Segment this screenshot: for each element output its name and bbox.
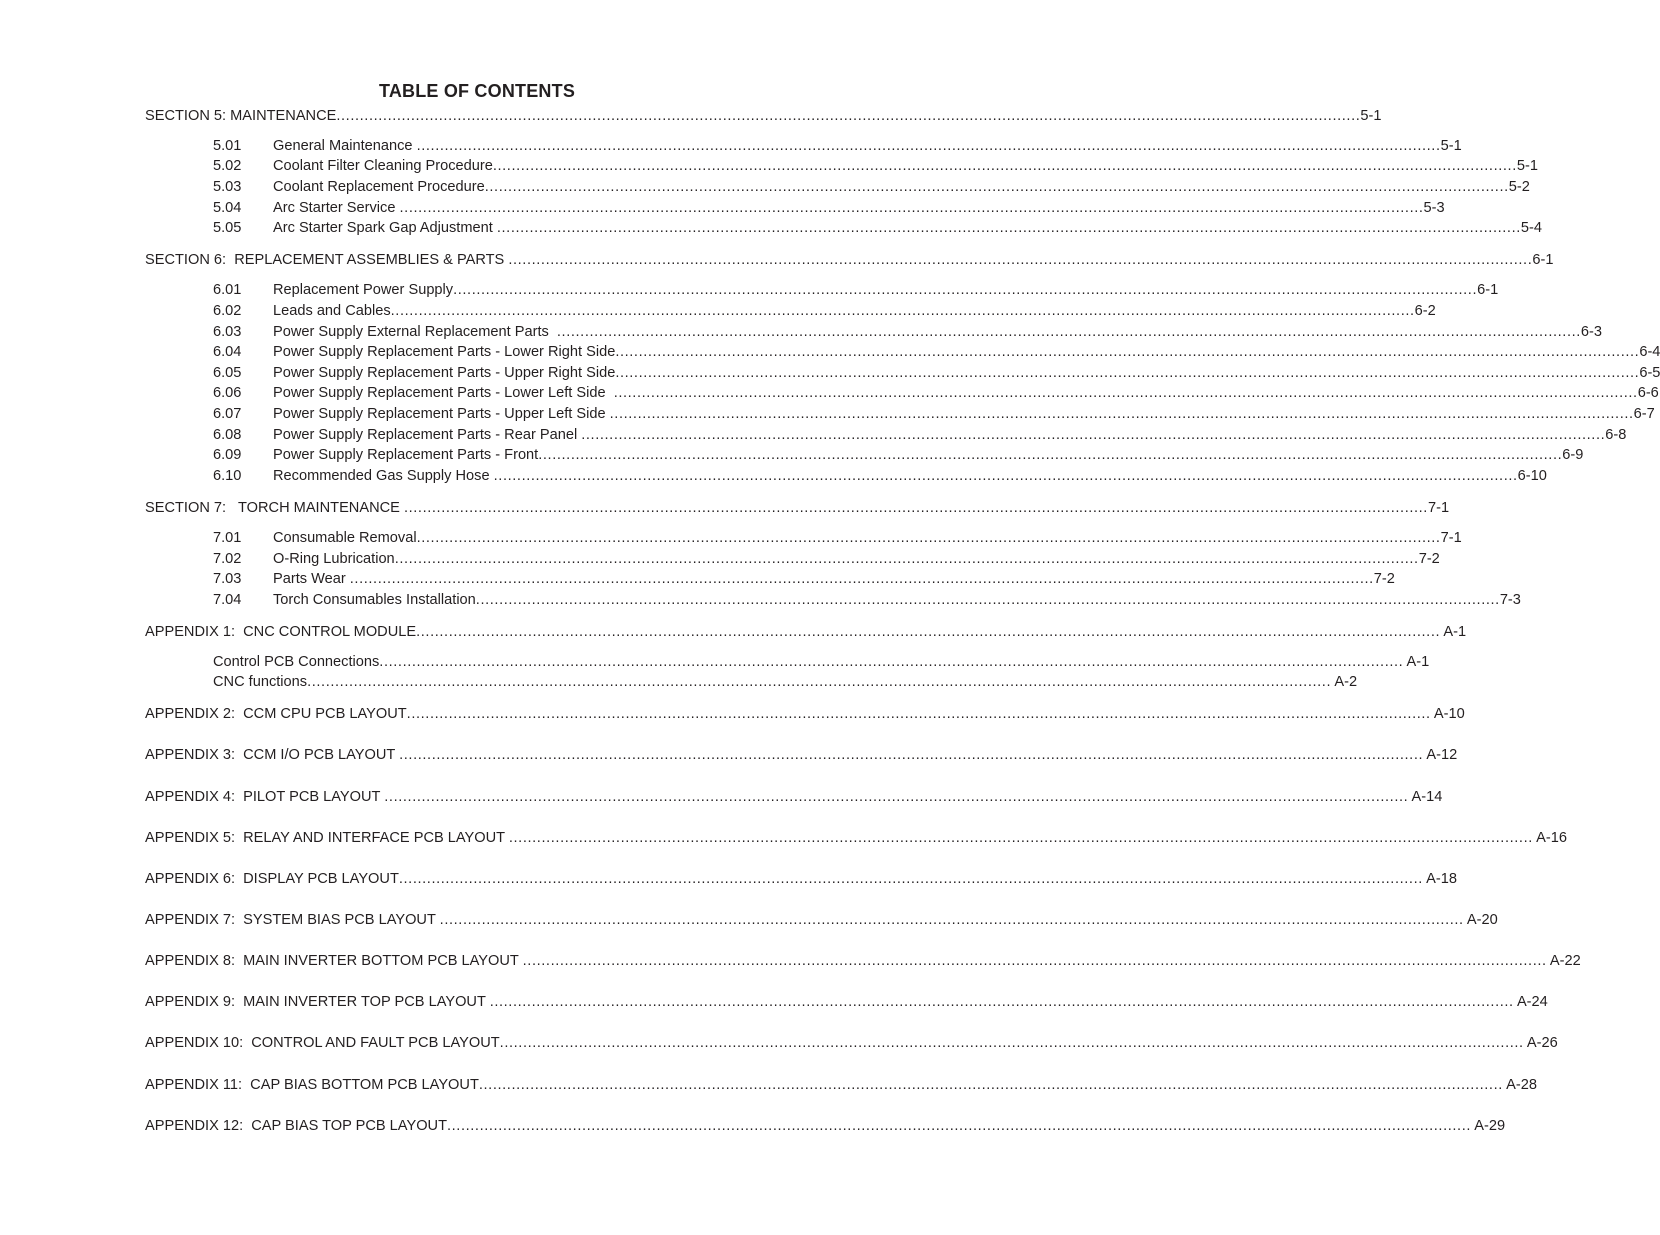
toc-entry-label: APPENDIX 8: MAIN INVERTER BOTTOM PCB LAYOUT	[145, 953, 523, 969]
toc-entry-label: APPENDIX 12: CAP BIAS TOP PCB LAYOUT	[145, 1118, 447, 1134]
toc-page-number: 7-1	[1427, 500, 1450, 516]
toc-leader-dots: ............................................................................................................................................................................................................................	[307, 674, 1332, 690]
toc-leader-dots: ............................................................................................................................................................................................................................	[508, 830, 1533, 846]
toc-page-number: A-20	[1463, 912, 1498, 928]
toc-entry-number: 6.01	[213, 282, 242, 298]
toc-entry-number: 6.07	[213, 406, 242, 422]
toc-leader-dots: ............................................................................................................................................................................................................................	[403, 500, 1428, 516]
toc-leader-dots: ............................................................................................................................................................................................................................	[336, 108, 1361, 124]
toc-leader-dots: ............................................................................................................................................................................................................................	[475, 592, 1500, 608]
toc-page-number: 5-2	[1508, 179, 1530, 195]
toc-leader-dots: ............................................................................................................................................................................................................................	[581, 427, 1606, 443]
toc-leader-dots: ............................................................................................................................................................................................................................	[416, 530, 1441, 546]
toc-page-number: A-2	[1331, 674, 1358, 690]
toc-section-entry[interactable]	[145, 105, 1382, 125]
toc-page-number: 5-1	[1360, 108, 1382, 124]
toc-leader-dots: ............................................................................................................................................................................................................................	[406, 706, 1431, 722]
toc-entry-number: 6.02	[213, 303, 242, 319]
toc-subentry[interactable]	[213, 527, 1462, 547]
toc-entry-label: Power Supply Replacement Parts - Front	[273, 447, 539, 463]
toc-page-number: 7-2	[1418, 551, 1440, 567]
toc-section-entry[interactable]	[145, 950, 1581, 970]
toc-entry-label: General Maintenance	[273, 138, 417, 154]
toc-leader-dots: ............................................................................................................................................................................................................................	[499, 1035, 1524, 1051]
toc-entry-number: 5.03	[213, 179, 242, 195]
page-title: TABLE OF CONTENTS	[378, 81, 576, 101]
toc-leader-dots: ............................................................................................................................................................................................................................	[384, 789, 1409, 805]
toc-leader-dots: ............................................................................................................................................................................................................................	[398, 871, 1423, 887]
toc-subentry[interactable]	[213, 217, 1542, 237]
toc-page-number: 6-1	[1477, 282, 1499, 298]
toc-leader-dots: ............................................................................................................................................................................................................................	[493, 468, 1518, 484]
toc-leader-dots: ............................................................................................................................................................................................................................	[615, 344, 1640, 360]
toc-entry-number: 6.05	[213, 365, 242, 381]
toc-entry-label: Power Supply Replacement Parts - Rear Panel	[273, 427, 582, 443]
toc-entry-label: SECTION 6: REPLACEMENT ASSEMBLIES & PARTS	[145, 252, 509, 268]
toc-entry-label: Power Supply Replacement Parts - Lower Left Side	[273, 385, 614, 401]
toc-section-entry[interactable]	[145, 1074, 1537, 1094]
toc-page-number: A-29	[1471, 1118, 1506, 1134]
toc-entry-label: Coolant Replacement Procedure	[273, 179, 485, 195]
toc-subentry[interactable]	[213, 465, 1547, 485]
toc-subentry[interactable]	[213, 279, 1499, 299]
toc-page-number: 5-4	[1520, 220, 1542, 236]
toc-entry-number: 6.10	[213, 468, 242, 484]
toc-subentry[interactable]	[213, 548, 1440, 568]
toc-entry-label: CNC functions	[213, 674, 308, 690]
toc-section-entry[interactable]	[145, 497, 1450, 517]
toc-entry-label: APPENDIX 11: CAP BIAS BOTTOM PCB LAYOUT	[145, 1077, 479, 1093]
toc-page-number: A-10	[1430, 706, 1465, 722]
toc-leader-dots: ............................................................................................................................................................................................................................	[489, 994, 1514, 1010]
toc-page-number: A-1	[1403, 654, 1430, 670]
toc-entry-label: SECTION 5: MAINTENANCE	[145, 108, 337, 124]
toc-subentry[interactable]	[213, 321, 1603, 341]
toc-page-number: A-26	[1523, 1035, 1558, 1051]
toc-entry-label: Recommended Gas Supply Hose	[273, 468, 494, 484]
toc-subentry[interactable]	[213, 176, 1530, 196]
toc-subentry[interactable]	[213, 589, 1521, 609]
toc-subentry[interactable]	[213, 568, 1395, 588]
toc-page-number: 5-1	[1440, 138, 1462, 154]
toc-section-entry[interactable]	[145, 868, 1457, 888]
toc-page-number: 6-1	[1532, 252, 1554, 268]
toc-page-number: A-22	[1546, 953, 1581, 969]
toc-leader-dots: ............................................................................................................................................................................................................................	[349, 571, 1374, 587]
toc-entry-label: Leads and Cables	[273, 303, 391, 319]
toc-subentry[interactable]	[213, 424, 1627, 444]
toc-page-number: A-24	[1513, 994, 1548, 1010]
toc-section-entry[interactable]	[145, 249, 1554, 269]
toc-entry-label: APPENDIX 9: MAIN INVERTER TOP PCB LAYOUT	[145, 994, 490, 1010]
toc-leader-dots: ............................................................................................................................................................................................................................	[538, 447, 1563, 463]
toc-page-number: 5-1	[1516, 158, 1538, 174]
toc-entry-label: Power Supply Replacement Parts - Upper Right Side	[273, 365, 616, 381]
toc-page-number: 7-3	[1499, 592, 1521, 608]
toc-leader-dots: ............................................................................................................................................................................................................................	[613, 385, 1638, 401]
toc-leader-dots: ............................................................................................................................................................................................................................	[508, 252, 1533, 268]
toc-leader-dots: ............................................................................................................................................................................................................................	[399, 200, 1424, 216]
toc-leader-dots: ............................................................................................................................................................................................................................	[379, 654, 1404, 670]
toc-entry-label: Parts Wear	[273, 571, 350, 587]
toc-entry-number: 7.01	[213, 530, 242, 546]
toc-entry-label: APPENDIX 2: CCM CPU PCB LAYOUT	[145, 706, 407, 722]
toc-section-entry[interactable]	[145, 991, 1548, 1011]
toc-section-entry[interactable]	[145, 909, 1498, 929]
toc-leader-dots: ............................................................................................................................................................................................................................	[447, 1118, 1472, 1134]
toc-leader-dots: ............................................................................................................................................................................................................................	[556, 324, 1581, 340]
toc-subentry[interactable]	[213, 155, 1538, 175]
toc-leader-dots: ............................................................................................................................................................................................................................	[492, 158, 1517, 174]
toc-leader-dots: ............................................................................................................................................................................................................................	[416, 138, 1441, 154]
toc-leader-dots: ............................................................................................................................................................................................................................	[609, 406, 1634, 422]
toc-entry-label: Torch Consumables Installation	[273, 592, 476, 608]
toc-entry-label: Control PCB Connections	[213, 654, 380, 670]
toc-entry-number: 6.06	[213, 385, 242, 401]
toc-entry-number: 5.05	[213, 220, 242, 236]
toc-page-number: 5-3	[1423, 200, 1445, 216]
toc-section-entry[interactable]	[145, 744, 1458, 764]
toc-subentry[interactable]	[213, 403, 1655, 423]
toc-entry-number: 7.02	[213, 551, 242, 567]
toc-page-number: 7-2	[1373, 571, 1395, 587]
toc-entry-number: 5.02	[213, 158, 242, 174]
toc-section-entry[interactable]	[145, 786, 1443, 806]
toc-subentry[interactable]	[213, 135, 1462, 155]
toc-entry-label: Power Supply Replacement Parts - Lower Right Side	[273, 344, 616, 360]
toc-page-number: 6-9	[1562, 447, 1584, 463]
toc-entry-label: Power Supply Replacement Parts - Upper Left Side	[273, 406, 610, 422]
toc-section-entry[interactable]	[145, 1115, 1506, 1135]
toc-subentry[interactable]	[213, 382, 1659, 402]
toc-page-number: A-1	[1440, 624, 1467, 640]
toc-page-number: 6-3	[1580, 324, 1603, 340]
toc-section-entry[interactable]	[145, 1032, 1558, 1052]
toc-entry-label: APPENDIX 3: CCM I/O PCB LAYOUT	[145, 747, 400, 763]
toc-leader-dots: ............................................................................................................................................................................................................................	[394, 551, 1419, 567]
toc-page-number: 7-1	[1440, 530, 1462, 546]
toc-page-number: A-12	[1423, 747, 1458, 763]
toc-leader-dots: ............................................................................................................................................................................................................................	[478, 1077, 1503, 1093]
toc-leader-dots: ............................................................................................................................................................................................................................	[484, 179, 1509, 195]
toc-entry-label: APPENDIX 7: SYSTEM BIAS PCB LAYOUT	[145, 912, 440, 928]
toc-leader-dots: ............................................................................................................................................................................................................................	[390, 303, 1415, 319]
toc-entry-label: Arc Starter Service	[273, 200, 400, 216]
toc-entry-label: Power Supply External Replacement Parts	[273, 324, 557, 340]
toc-leader-dots: ............................................................................................................................................................................................................................	[439, 912, 1464, 928]
toc-entry-number: 6.04	[213, 344, 242, 360]
toc-entry-number: 7.03	[213, 571, 242, 587]
toc-entry-label: Replacement Power Supply	[273, 282, 454, 298]
toc-page-number: 6-10	[1517, 468, 1547, 484]
toc-page-number: 6-6	[1637, 385, 1659, 401]
toc-leader-dots: ............................................................................................................................................................................................................................	[416, 624, 1441, 640]
toc-entry-number: 5.04	[213, 200, 242, 216]
toc-section-entry[interactable]	[145, 827, 1567, 847]
toc-entry-label: O-Ring Lubrication	[273, 551, 395, 567]
toc-entry-number: 5.01	[213, 138, 242, 154]
toc-leader-dots: ............................................................................................................................................................................................................................	[522, 953, 1547, 969]
toc-subentry[interactable]	[213, 300, 1436, 320]
toc-subentry[interactable]	[213, 362, 1660, 382]
toc-section-entry[interactable]	[145, 621, 1467, 641]
toc-entry-label: SECTION 7: TORCH MAINTENANCE	[145, 500, 404, 516]
toc-entry-number: 6.09	[213, 447, 242, 463]
toc-section-entry[interactable]	[145, 703, 1465, 723]
toc-page-number: A-28	[1502, 1077, 1537, 1093]
toc-page-number: 6-4	[1639, 344, 1660, 360]
toc-entry-label: APPENDIX 5: RELAY AND INTERFACE PCB LAYOUT	[145, 830, 509, 846]
toc-subentry[interactable]	[213, 341, 1660, 361]
toc-subentry[interactable]	[213, 671, 1358, 691]
toc-entry-label: APPENDIX 10: CONTROL AND FAULT PCB LAYOUT	[145, 1035, 500, 1051]
toc-page-number: 6-2	[1414, 303, 1436, 319]
toc-entry-label: Consumable Removal	[273, 530, 417, 546]
toc-entry-label: APPENDIX 4: PILOT PCB LAYOUT	[145, 789, 385, 805]
toc-entry-label: Coolant Filter Cleaning Procedure	[273, 158, 493, 174]
toc-leader-dots: ............................................................................................................................................................................................................................	[496, 220, 1521, 236]
toc-subentry[interactable]	[213, 444, 1584, 464]
toc-leader-dots: ............................................................................................................................................................................................................................	[453, 282, 1478, 298]
toc-entry-label: Arc Starter Spark Gap Adjustment	[273, 220, 497, 236]
toc-subentry[interactable]	[213, 651, 1430, 671]
toc-subentry[interactable]	[213, 197, 1445, 217]
toc-leader-dots: ............................................................................................................................................................................................................................	[615, 365, 1640, 381]
toc-page-number: 6-5	[1639, 365, 1660, 381]
toc-leader-dots: ............................................................................................................................................................................................................................	[399, 747, 1424, 763]
toc-entry-number: 7.04	[213, 592, 242, 608]
toc-page-number: A-18	[1422, 871, 1457, 887]
toc-page-number: A-16	[1532, 830, 1567, 846]
toc-entry-label: APPENDIX 6: DISPLAY PCB LAYOUT	[145, 871, 399, 887]
toc-page-number: A-14	[1408, 789, 1443, 805]
toc-page-number: 6-7	[1633, 406, 1655, 422]
toc-entry-label: APPENDIX 1: CNC CONTROL MODULE	[145, 624, 417, 640]
toc-page-number: 6-8	[1605, 427, 1627, 443]
toc-entry-number: 6.08	[213, 427, 242, 443]
toc-entry-number: 6.03	[213, 324, 242, 340]
